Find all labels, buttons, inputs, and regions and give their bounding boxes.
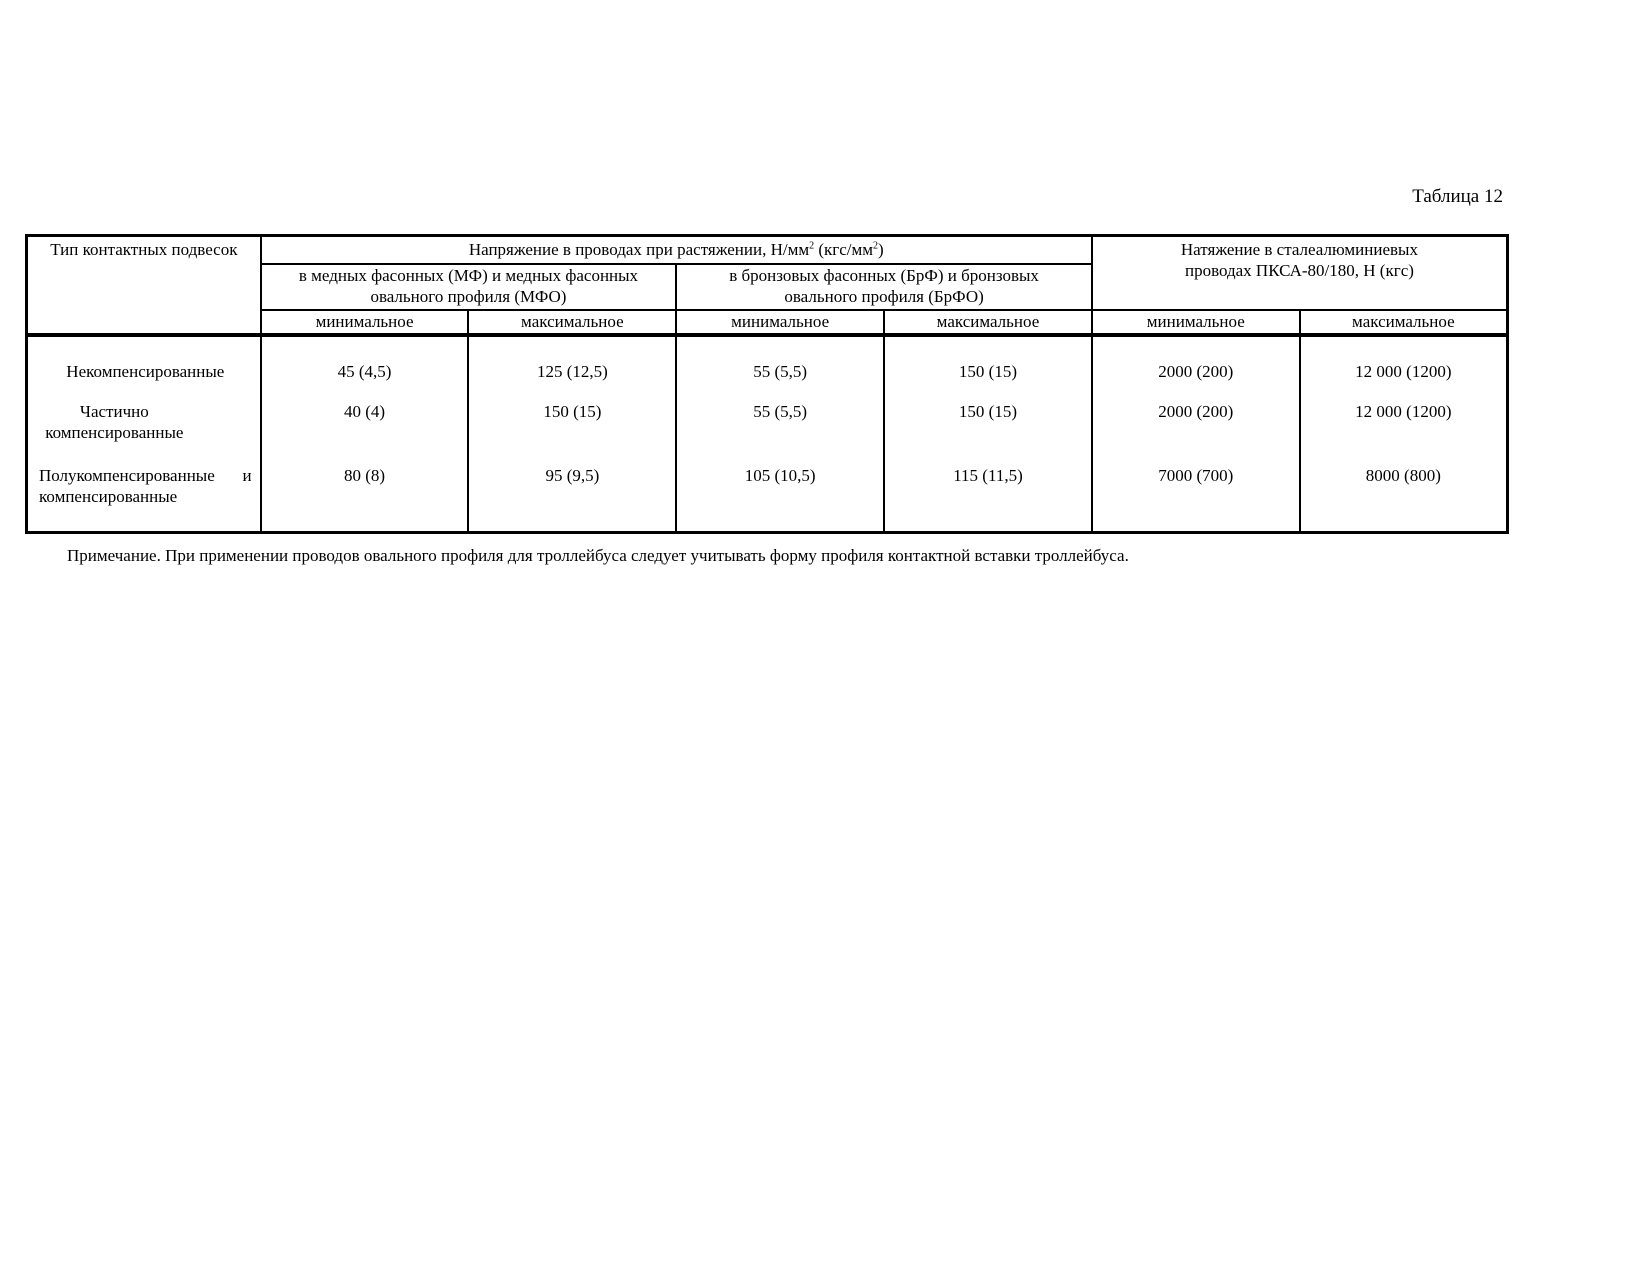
table-cell: 55 (5,5): [676, 401, 884, 465]
data-table: [25, 234, 1509, 534]
table-cell: 12 000 (1200): [1300, 401, 1508, 465]
table-cell: 40 (4): [261, 401, 469, 465]
table-caption: Таблица 12: [1412, 186, 1503, 207]
header-suspension-type: Тип контактных подвесок: [27, 236, 261, 311]
header-tension-max: максимальное: [1300, 310, 1508, 335]
header-bronze-wires: в бронзовых фасонных (БрФ) и бронзовых овального профиля (БрФО): [676, 264, 1092, 310]
header-copper-wires: в медных фасонных (МФ) и медных фасонных овального профиля (МФО): [261, 264, 677, 310]
header-tension-min: минимальное: [1092, 310, 1300, 335]
table-row: [27, 335, 1508, 401]
table-row: [27, 401, 1508, 465]
table-cell: 150 (15): [884, 401, 1092, 465]
header-copper-max: максимальное: [468, 310, 676, 335]
table-row: [27, 465, 1508, 533]
row-label: Полукомпенсированные и компенсированные: [27, 465, 261, 533]
row-label: Некомпенсированные: [27, 335, 261, 401]
table-cell: 80 (8): [261, 465, 469, 533]
table-cell: 2000 (200): [1092, 335, 1300, 401]
row-label: Частично компенсированные: [27, 401, 261, 465]
table-cell: 8000 (800): [1300, 465, 1508, 533]
table-cell: 150 (15): [468, 401, 676, 465]
table-cell: 7000 (700): [1092, 465, 1300, 533]
header-copper-min: минимальное: [261, 310, 469, 335]
header-tension-group: Натяжение в сталеалюминиевых проводах ПКСА-80/180, Н (кгс): [1092, 236, 1508, 311]
table-cell: 55 (5,5): [676, 335, 884, 401]
table-cell: 45 (4,5): [261, 335, 469, 401]
table-cell: 105 (10,5): [676, 465, 884, 533]
table-note: Примечание. При применении проводов овального профиля для троллейбуса следует учитывать форму профиля контактной вставки троллейбуса.: [67, 546, 1129, 565]
table-cell: 12 000 (1200): [1300, 335, 1508, 401]
table-cell: 150 (15): [884, 335, 1092, 401]
table-cell: 115 (11,5): [884, 465, 1092, 533]
header-empty-cell: [27, 310, 261, 335]
header-bronze-min: минимальное: [676, 310, 884, 335]
table-cell: 125 (12,5): [468, 335, 676, 401]
table-cell: 95 (9,5): [468, 465, 676, 533]
table-cell: 2000 (200): [1092, 401, 1300, 465]
header-bronze-max: максимальное: [884, 310, 1092, 335]
header-stress-group: Напряжение в проводах при растяжении, $Н/мм^2$ $(кгс/мм^2)$: [261, 236, 1092, 265]
